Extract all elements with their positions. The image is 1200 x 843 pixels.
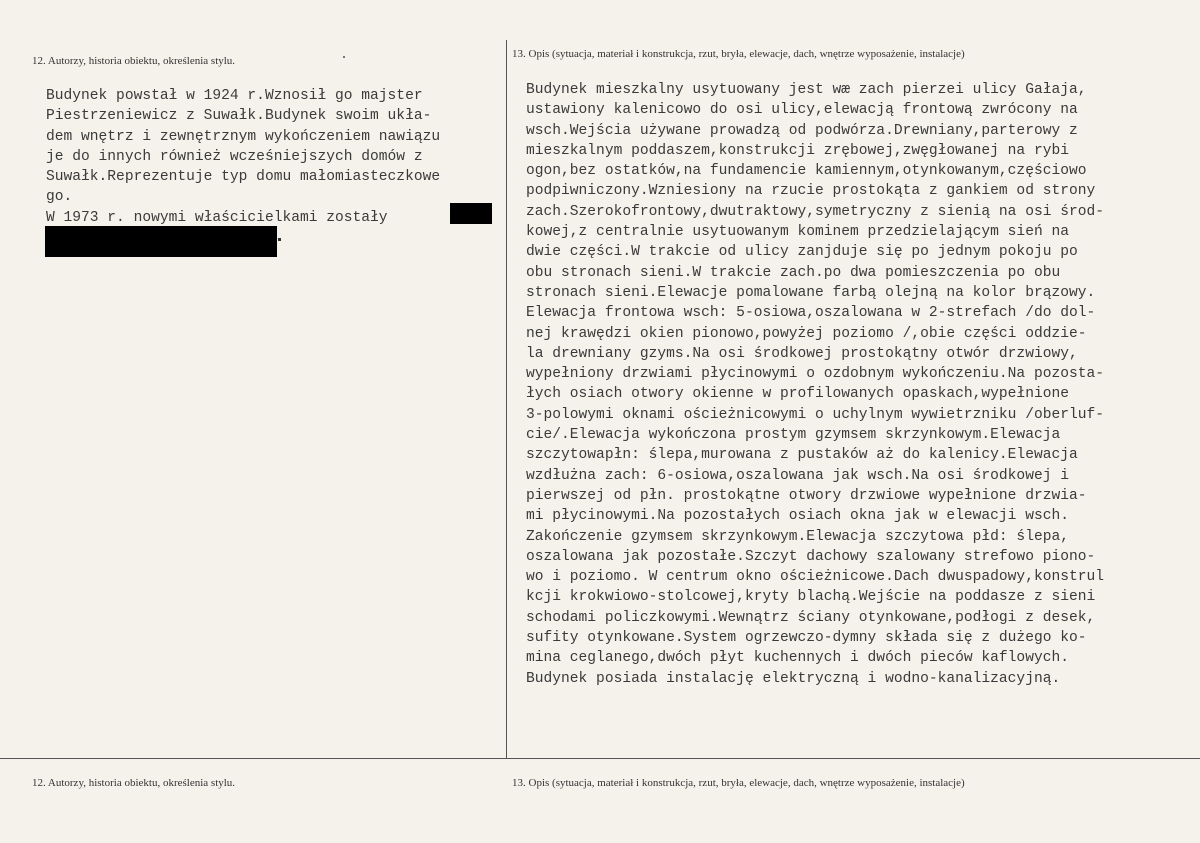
horizontal-rule: [0, 758, 1200, 759]
description-line: Budynek mieszkalny usytuowany jest wæ zach pierzei ulicy Gałaja,: [526, 82, 1087, 98]
description-line: cie/.Elewacja wykończona prostym gzymsem skrzynkowym.Elewacja: [526, 427, 1061, 444]
description-line: łych osiach otwory okienne w profilowanych opaskach,wypełnione: [526, 386, 1069, 403]
description-line: wypełniony drzwiami płycinowymi o ozdobnym wykończeniu.Na pozosta-: [526, 366, 1105, 383]
description-line: kowej,z centralnie usytuowanym kominem przedzielającym sień na: [526, 224, 1069, 241]
description-line: wsch.Wejścia używane prowadzą od podwórza.Drewniany,parterowy z: [526, 122, 1078, 139]
description-line: oszalowana jak pozostałe.Szczyt dachowy szalowany strefowo piono-: [526, 548, 1096, 565]
description-line: sufity otynkowane.System ogrzewczo-dymny składa się z dużego ko-: [526, 630, 1087, 647]
description-line: la drewniany gzyms.Na osi środkowej prostokątny otwór drzwiowy,: [526, 345, 1078, 362]
history-text: [46, 86, 508, 228]
description-line: wo i poziomo. W centrum okno ościeżnicowe.Dach dwuspadowy,konstrul: [526, 569, 1105, 586]
redaction-bar: [450, 203, 492, 224]
history-line: dem wnętrz i zewnętrznym wykończeniem nawiązu: [46, 128, 441, 145]
history-line: Budynek powstał w 1924 r.Wznosił go majster: [46, 88, 423, 104]
description-line: schodami policzkowymi.Wewnątrz ściany otynkowane,podłogi z desek,: [526, 609, 1096, 626]
paper-speck: [343, 56, 345, 58]
description-line: pierwszej od płn. prostokątne otwory drzwiowe wypełnione drzwia-: [526, 487, 1087, 504]
description-line: ogon,bez ostatków,na fundamencie kamiennym,otynkowanym,częściowo: [526, 163, 1087, 180]
description-line: szczytowapłn: ślepa,murowana z pustaków aż do kalenicy.Elewacja: [526, 447, 1078, 464]
description-line: Budynek posiada instalację elektryczną i wodno-kanalizacyjną.: [526, 670, 1061, 687]
description-line: 3-polowymi oknami ościeżnicowymi o uchylnym wywietrzniku /oberluf-: [526, 406, 1105, 423]
description-line: Zakończenie gzymsem skrzynkowym.Elewacja szczytowa płd: ślepa,: [526, 528, 1069, 545]
field-12-label-lower: 12. Autorzy, historia obiektu, określenia stylu.: [32, 777, 236, 789]
redaction-bar: [45, 226, 277, 257]
description-line: mina ceglanego,dwóch płyt kuchennych i dwóch pieców kaflowych.: [526, 650, 1069, 667]
description-line: wzdłużna zach: 6-osiowa,oszalowana jak wsch.Na osi środkowej i: [526, 467, 1069, 484]
description-line: mi płycinowymi.Na pozostałych osiach okna jak w elewacji wsch.: [526, 508, 1069, 525]
description-line: ustawiony kalenicowo do osi ulicy,elewacją frontową zwrócony na: [526, 102, 1078, 119]
description-text: [526, 80, 1194, 689]
field-13-label: 13. Opis (sytuacja, materiał i konstrukcja, rzut, bryła, elewacje, dach, wnętrze wyposażenie, instalacje): [512, 48, 965, 60]
history-line: go.: [46, 189, 73, 206]
field-12-label: 12. Autorzy, historia obiektu, określenia stylu.: [32, 55, 236, 67]
history-line: W 1973 r. nowymi właścicielkami zostały: [46, 209, 388, 226]
history-line: je do innych również wcześniejszych domów z: [46, 148, 423, 165]
field-13-label-lower: 13. Opis (sytuacja, materiał i konstrukcja, rzut, bryła, elewacje, dach, wnętrze wyposażenie, instalacje): [512, 777, 965, 789]
history-line: Piestrzeniewicz z Suwałk.Budynek swoim ukła-: [46, 108, 432, 125]
description-line: zach.Szerokofrontowy,dwutraktowy,symetryczny z sienią na osi środ-: [526, 203, 1105, 220]
description-line: mieszkalnym poddaszem,konstrukcji zrębowej,zwęgłowanej na rybi: [526, 142, 1069, 159]
description-line: stronach sieni.Elewacje pomalowane farbą olejną na kolor brązowy.: [526, 284, 1096, 301]
description-line: kcji krokwiowo-stolcowej,kryty blachą.Wejście na poddasze z sieni: [526, 589, 1096, 606]
history-line: Suwałk.Reprezentuje typ domu małomiasteczkowe: [46, 169, 441, 186]
description-line: dwie części.W trakcie od ulicy zanjduje się po jednym pokoju po: [526, 244, 1078, 261]
ink-mark: [278, 238, 281, 241]
description-line: Elewacja frontowa wsch: 5-osiowa,oszalowana w 2-strefach /do dol-: [526, 305, 1096, 322]
description-line: podpiwniczony.Wzniesiony na rzucie prostokąta z gankiem od strony: [526, 183, 1096, 200]
description-line: nej krawędzi okien pionowo,powyżej poziomo /,obie części oddzie-: [526, 325, 1087, 342]
description-line: obu stronach sieni.W trakcie zach.po dwa pomieszczenia po obu: [526, 264, 1061, 281]
